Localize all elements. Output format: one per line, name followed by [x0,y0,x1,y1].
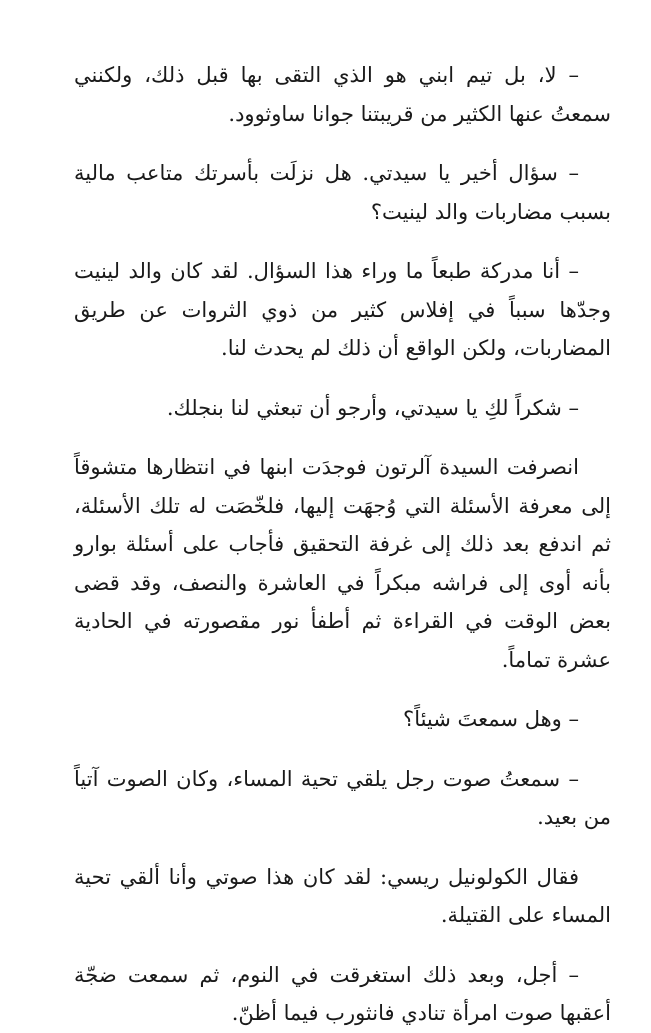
paragraph: – سؤال أخير يا سيدتي. هل نزلَت بأسرتك متاعب مالية بسبب مضاربات والد لينيت؟ [74,161,611,224]
paragraph: – لا، بل تيم ابني هو الذي التقى بها قبل ذلك، ولكنني سمعتُ عنها الكثير من قريبتنا جوانا ساوثوود. [74,63,611,126]
paragraph: – شكراً لكِ يا سيدتي، وأرجو أن تبعثي لنا بنجلك. [166,395,579,420]
book-page [74,56,611,1033]
paragraph: – وهل سمعتَ شيئاً؟ [403,707,579,731]
paragraph: – سمعتُ صوت رجل يلقي تحية المساء، وكان الصوت آتياً من بعيد. [74,766,611,829]
paragraph: – أنا مدركة طبعاً ما وراء هذا السؤال. لقد كان والد لينيت وجدّها سبباً في إفلاس كثير من ذوي الثروات عن طريق المضاربات، ولكن الواقع أن ذلك لم يحدث لنا. [74,259,611,360]
paragraph: – أجل، وبعد ذلك استغرقت في النوم، ثم سمعت ضجّة أعقبها صوت امرأة تنادي فانثورب فيما أظنّ. [74,962,611,1025]
paragraph: فقال الكولونيل ريسي: لقد كان هذا صوتي وأنا ألقي تحية المساء على القتيلة. [74,864,611,927]
paragraph: انصرفت السيدة آلرتون فوجدَت ابنها في انتظارها متشوقاً إلى معرفة الأسئلة التي وُجهَت إليها، فلخّصَت له تلك الأسئلة، ثم اندفع بعد ذلك إلى غرفة التحقيق فأجاب على أسئلة بوارو بأنه أوى إلى فراشه مبكراً في العاشرة والنصف، وقد قضى بعض الوقت في القراءة ثم أطفأ نور مقصورته في الحادية عشرة تماماً. [74,455,611,672]
